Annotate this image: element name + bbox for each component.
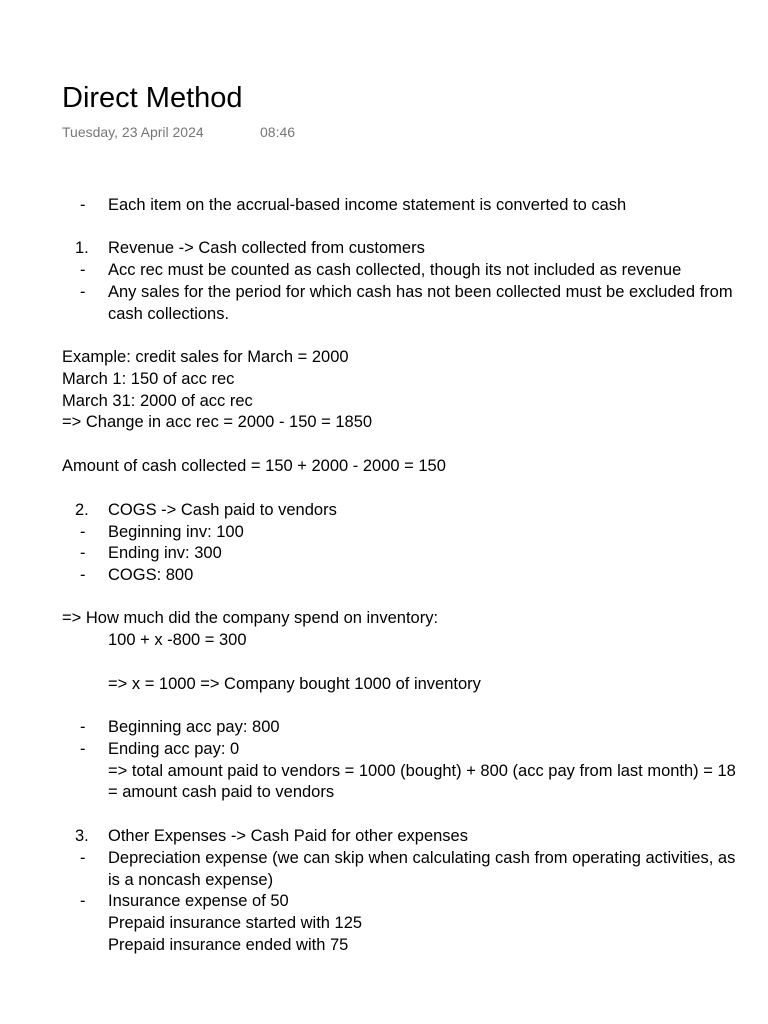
example-line: March 1: 150 of acc rec (62, 370, 235, 388)
bullet-marker: - (80, 283, 86, 301)
page-title: Direct Method (62, 82, 243, 114)
list-item: Insurance expense of 50 (108, 892, 289, 910)
bullet-marker: - (80, 196, 86, 214)
list-number-3: 3. (75, 827, 89, 845)
list-item-continuation: cash collections. (108, 305, 230, 323)
list-item-continuation: is a noncash expense) (108, 871, 274, 889)
equation-line: => x = 1000 => Company bought 1000 of inventory (108, 675, 481, 693)
list-number-2: 2. (75, 501, 89, 519)
bullet-marker: - (80, 566, 86, 584)
bullet-marker: - (80, 849, 86, 867)
page-date: Tuesday, 23 April 2024 (62, 124, 204, 140)
list-item-continuation: Prepaid insurance started with 125 (108, 914, 363, 932)
page-time: 08:46 (260, 124, 296, 140)
equation-line: 100 + x -800 = 300 (108, 631, 247, 649)
list-item-continuation: => total amount paid to vendors = 1000 (bought) + 800 (acc pay from last month) = 18 (108, 762, 736, 780)
bullet-marker: - (80, 740, 86, 758)
list-number-1: 1. (75, 239, 89, 257)
list-item: Beginning inv: 100 (108, 523, 244, 541)
example-line: Example: credit sales for March = 2000 (62, 348, 349, 366)
list-item: Ending acc pay: 0 (108, 740, 240, 758)
list-item: Beginning acc pay: 800 (108, 718, 280, 736)
list-item: Ending inv: 300 (108, 544, 222, 562)
list-item-continuation: Prepaid insurance ended with 75 (108, 936, 349, 954)
section-3-heading: Other Expenses -> Cash Paid for other expenses (108, 827, 468, 845)
intro-line: Each item on the accrual-based income statement is converted to cash (108, 196, 627, 214)
example-line: March 31: 2000 of acc rec (62, 392, 253, 410)
bullet-marker: - (80, 523, 86, 541)
list-item: Depreciation expense (we can skip when calculating cash from operating activities, as (108, 849, 736, 867)
bullet-marker: - (80, 892, 86, 910)
list-item: Any sales for the period for which cash has not been collected must be excluded from (108, 283, 733, 301)
question-line: => How much did the company spend on inventory: (62, 609, 439, 627)
bullet-marker: - (80, 544, 86, 562)
example-result: Amount of cash collected = 150 + 2000 - 2000 = 150 (62, 457, 446, 475)
section-1-heading: Revenue -> Cash collected from customers (108, 239, 425, 257)
example-line: => Change in acc rec = 2000 - 150 = 1850 (62, 413, 373, 431)
list-item-continuation: = amount cash paid to vendors (108, 783, 335, 801)
bullet-marker: - (80, 261, 86, 279)
bullet-marker: - (80, 718, 86, 736)
list-item: COGS: 800 (108, 566, 194, 584)
section-2-heading: COGS -> Cash paid to vendors (108, 501, 337, 519)
list-item: Acc rec must be counted as cash collected, though its not included as revenue (108, 261, 682, 279)
